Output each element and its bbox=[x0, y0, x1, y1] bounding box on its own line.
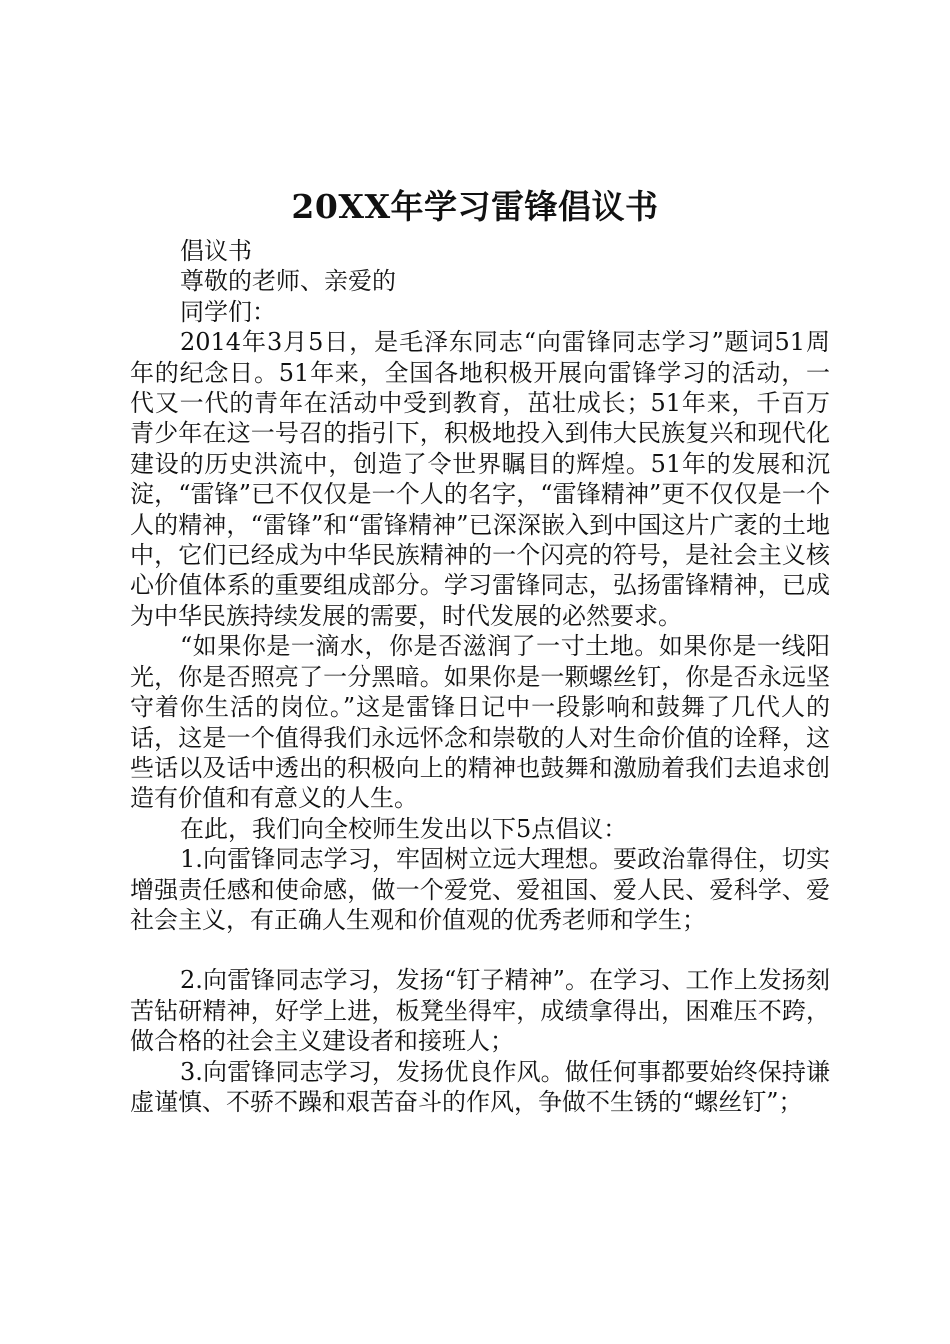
paragraph-proposal-intro: 在此，我们向全校师生发出以下5点倡议： bbox=[180, 814, 628, 843]
proposal-item-1: 1.向雷锋同志学习，牢固树立远大理想。要政治靠得住，切实增强责任感和使命感，做一个爱党、爱祖国、爱人民、爱科学、爱社会主义，有正确人生观和价值观的优秀老师和学生； bbox=[130, 845, 830, 934]
paragraph-quote: “如果你是一滴水，你是否滋润了一寸土地。如果你是一线阳光，你是否照亮了一分黑暗。如果你是一颗螺丝钉，你是否永远坚守着你生活的岗位。”这是雷锋日记中一段影响和鼓舞了几代人的话，这是一个值得我们永远怀念和崇敬的人对生命价值的诠释，这些话以及话中透出的积极向上的精神也鼓舞和激励着我们去追求创造有价值和有意义的人生。 bbox=[130, 632, 830, 813]
blank-line bbox=[130, 935, 830, 965]
paragraph-intro: 2014年3月5日，是毛泽东同志“向雷锋同志学习”题词51周年的纪念日。51年来，全国各地积极开展向雷锋学习的活动，一代又一代的青年在活动中受到教育，茁壮成长；51年来，千百万青少年在这一号召的指引下，积极地投入到伟大民族复兴和现代化建设的历史洪流中，创造了令世界瞩目的辉煌。51年的发展和沉淀，“雷锋”已不仅仅是一个人的名字，“雷锋精神”更不仅仅是一个人的精神，“雷锋”和“雷锋精神”已深深嵌入到中国这片广袤的土地中，它们已经成为中华民族精神的一个闪亮的符号，是社会主义核心价值体系的重要组成部分。学习雷锋同志，弘扬雷锋精神，已成为中华民族持续发展的需要，时代发展的必然要求。 bbox=[130, 328, 830, 630]
salutation-line: 尊敬的老师、亲爱的 bbox=[180, 267, 396, 296]
document-body bbox=[130, 236, 830, 1117]
salutation-line-2: 同学们： bbox=[180, 297, 276, 326]
proposal-item-2: 2.向雷锋同志学习，发扬“钉子精神”。在学习、工作上发扬刻苦钻研精神，好学上进，板凳坐得牢，成绩拿得出，困难压不跨，做合格的社会主义建设者和接班人； bbox=[130, 966, 830, 1056]
heading-line-1: 倡议书 bbox=[180, 237, 252, 265]
proposal-item-3: 3.向雷锋同志学习，发扬优良作风。做任何事都要始终保持谦虚谨慎、不骄不躁和艰苦奋斗的作风，争做不生锈的“螺丝钉”； bbox=[130, 1057, 830, 1116]
page-title: 20XX年学习雷锋倡议书 bbox=[291, 187, 659, 226]
